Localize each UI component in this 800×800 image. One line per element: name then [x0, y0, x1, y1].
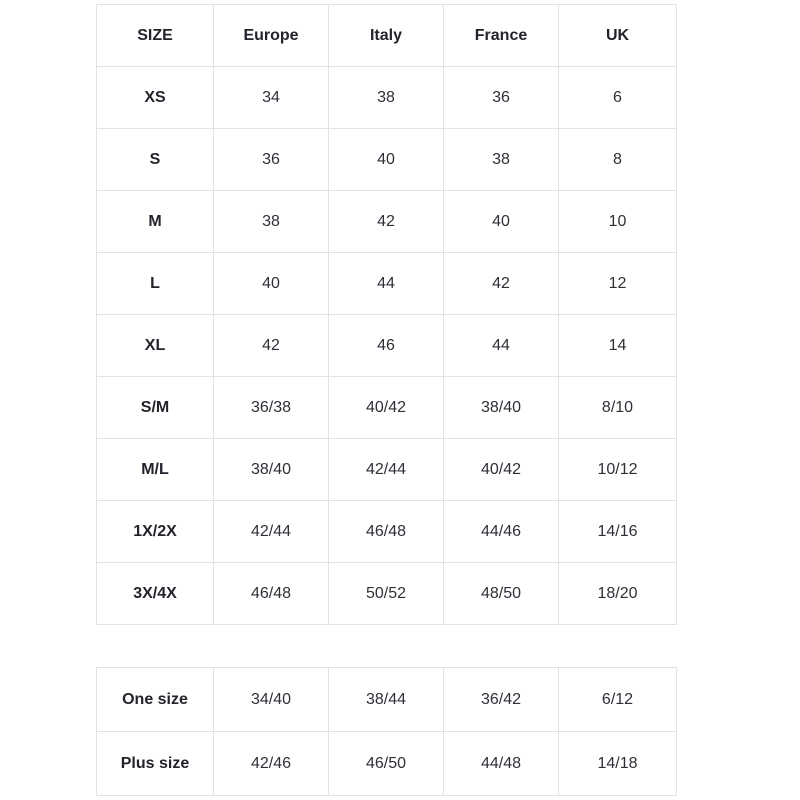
table-row [97, 668, 677, 732]
cell-europe: 36/38 [214, 377, 329, 439]
cell-uk: 6/12 [559, 668, 677, 732]
cell-uk: 10/12 [559, 439, 677, 501]
column-header-europe: Europe [214, 5, 329, 67]
row-size-label: S [97, 129, 214, 191]
cell-france: 42 [444, 253, 559, 315]
cell-italy: 44 [329, 253, 444, 315]
cell-uk: 10 [559, 191, 677, 253]
cell-uk: 14 [559, 315, 677, 377]
main-size-table [96, 4, 677, 625]
table-row [97, 377, 677, 439]
row-size-label: 1X/2X [97, 501, 214, 563]
table-row [97, 439, 677, 501]
cell-france: 40 [444, 191, 559, 253]
secondary-size-table-container [96, 667, 676, 796]
row-size-label: XS [97, 67, 214, 129]
secondary-size-table-body [97, 668, 677, 796]
cell-uk: 8/10 [559, 377, 677, 439]
cell-uk: 8 [559, 129, 677, 191]
table-row [97, 563, 677, 625]
cell-europe: 42/44 [214, 501, 329, 563]
column-header-france: France [444, 5, 559, 67]
cell-italy: 46 [329, 315, 444, 377]
cell-europe: 36 [214, 129, 329, 191]
row-size-label: S/M [97, 377, 214, 439]
cell-italy: 42/44 [329, 439, 444, 501]
cell-uk: 12 [559, 253, 677, 315]
cell-france: 40/42 [444, 439, 559, 501]
row-size-label: M [97, 191, 214, 253]
cell-italy: 46/50 [329, 732, 444, 796]
cell-italy: 50/52 [329, 563, 444, 625]
main-size-table-container [96, 4, 676, 625]
cell-france: 38/40 [444, 377, 559, 439]
table-row [97, 67, 677, 129]
row-size-label: XL [97, 315, 214, 377]
cell-france: 44/46 [444, 501, 559, 563]
column-header-size: SIZE [97, 5, 214, 67]
column-header-italy: Italy [329, 5, 444, 67]
cell-uk: 14/18 [559, 732, 677, 796]
table-header-row [97, 5, 677, 67]
main-size-table-body [97, 67, 677, 625]
table-row [97, 191, 677, 253]
cell-italy: 38 [329, 67, 444, 129]
table-row [97, 732, 677, 796]
cell-europe: 38/40 [214, 439, 329, 501]
table-row [97, 501, 677, 563]
cell-italy: 46/48 [329, 501, 444, 563]
column-header-uk: UK [559, 5, 677, 67]
cell-france: 44 [444, 315, 559, 377]
cell-europe: 46/48 [214, 563, 329, 625]
table-row [97, 129, 677, 191]
cell-france: 48/50 [444, 563, 559, 625]
cell-europe: 42 [214, 315, 329, 377]
table-row [97, 315, 677, 377]
cell-italy: 38/44 [329, 668, 444, 732]
cell-uk: 6 [559, 67, 677, 129]
cell-uk: 14/16 [559, 501, 677, 563]
cell-france: 36/42 [444, 668, 559, 732]
row-size-label: M/L [97, 439, 214, 501]
cell-europe: 38 [214, 191, 329, 253]
cell-uk: 18/20 [559, 563, 677, 625]
cell-europe: 40 [214, 253, 329, 315]
cell-france: 36 [444, 67, 559, 129]
row-size-label: 3X/4X [97, 563, 214, 625]
cell-italy: 40/42 [329, 377, 444, 439]
cell-italy: 42 [329, 191, 444, 253]
cell-europe: 34/40 [214, 668, 329, 732]
cell-europe: 34 [214, 67, 329, 129]
cell-italy: 40 [329, 129, 444, 191]
row-size-label: Plus size [97, 732, 214, 796]
main-size-table-head [97, 5, 677, 67]
row-size-label: One size [97, 668, 214, 732]
cell-france: 38 [444, 129, 559, 191]
cell-france: 44/48 [444, 732, 559, 796]
cell-europe: 42/46 [214, 732, 329, 796]
secondary-size-table [96, 667, 677, 796]
table-row [97, 253, 677, 315]
row-size-label: L [97, 253, 214, 315]
